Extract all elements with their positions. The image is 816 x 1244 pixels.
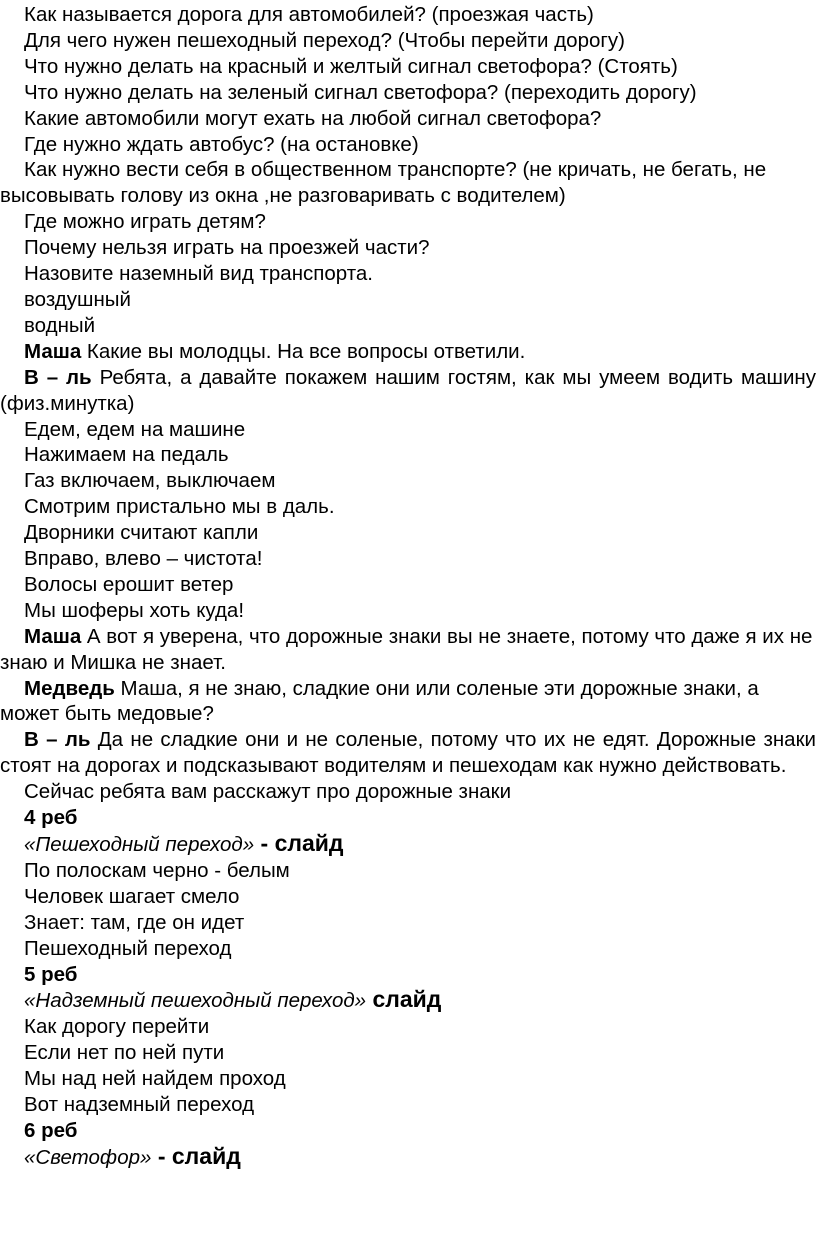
dialogue-masha-2 (0, 624, 816, 676)
poem-line: Едем, едем на машине (24, 417, 246, 441)
answer-line: воздушный (24, 287, 131, 311)
child-4-heading (0, 831, 816, 858)
poem-line: Смотрим пристально мы в даль. (24, 495, 335, 519)
poem-line: Волосы ерошит ветер (24, 572, 234, 596)
poem-line: Нажимаем на педаль (24, 443, 229, 467)
speech-text: Ребята, а давайте покажем нашим гостям, как мы умеем водить машину (физ.минутка) (0, 365, 816, 415)
slide-marker: - слайд (254, 830, 344, 856)
poem-line: Если нет по ней пути (24, 1041, 225, 1065)
question-line: Почему нельзя играть на проезжей части? (24, 236, 430, 260)
poem-line: Человек шагает смело (24, 884, 240, 908)
question-line: Для чего нужен пешеходный переход? (Чтобы перейти дорогу) (24, 28, 625, 52)
speaker-name: В – ль (24, 365, 92, 389)
dialogue-teacher-2 (0, 727, 816, 779)
poem-line: Как дорогу перейти (24, 1015, 210, 1039)
question-line: Как называется дорога для автомобилей? (проезжая часть) (24, 3, 594, 26)
question-line: Где нужно ждать автобус? (на остановке) (24, 132, 419, 156)
speech-text: А вот я уверена, что дорожные знаки вы не знаете, потому что даже я их не знаю и Мишка не знает. (0, 624, 813, 674)
child-6-label: 6 реб (24, 1118, 78, 1142)
child-5-heading (0, 987, 816, 1014)
dialogue-bear-1 (0, 676, 816, 728)
intro-line: Сейчас ребята вам расскажут про дорожные знаки (24, 780, 512, 804)
question-line: Назовите наземный вид транспорта. (24, 262, 373, 286)
sign-title: «Светофор» (24, 1145, 152, 1169)
speaker-name: Маша (24, 339, 82, 363)
question-line: Что нужно делать на красный и желтый сигнал светофора? (Стоять) (24, 54, 678, 78)
poem-line: Газ включаем, выключаем (24, 469, 276, 493)
question-line: Где можно играть детям? (24, 210, 266, 234)
speech-text: Маша, я не знаю, сладкие они или соленые эти дорожные знаки, а может быть медовые? (0, 676, 759, 726)
child-5-label: 5 реб (24, 962, 78, 986)
poem-line: Вправо, влево – чистота! (24, 547, 263, 571)
speech-text: Да не сладкие они и не соленые, потому что их не едят. Дорожные знаки стоят на дорогах и подсказывают водителям и пешеходам как нужно действовать. (0, 728, 816, 778)
sign-title: «Пешеходный переход» (24, 833, 255, 856)
dialogue-teacher-1 (0, 365, 816, 417)
poem-line: Мы шоферы хоть куда! (24, 598, 245, 622)
question-line: Какие автомобили могут ехать на любой сигнал светофора? (24, 106, 602, 130)
slide-marker: слайд (366, 986, 442, 1013)
answer-line: водный (24, 313, 96, 337)
child-6-heading (0, 1144, 816, 1171)
speaker-name: В – ль (24, 728, 91, 752)
poem-line: Пешеходный переход (24, 936, 232, 960)
sign-title: «Надземный пешеходный переход» (24, 989, 367, 1013)
dialogue-masha-1 (0, 339, 816, 365)
speaker-name: Медведь (24, 676, 115, 700)
speaker-name: Маша (24, 624, 82, 648)
poem-line: По полоскам черно - белым (24, 858, 290, 882)
question-line: Как нужно вести себя в общественном транспорте? (не кричать, не бегать, не высовывать голову из окна ,не разговаривать с водителем) (0, 158, 767, 208)
question-line: Что нужно делать на зеленый сигнал светофора? (переходить дорогу) (24, 80, 697, 104)
child-4-label: 4 реб (24, 806, 78, 830)
poem-line: Дворники считают капли (24, 521, 259, 545)
poem-line: Вот надземный переход (24, 1093, 255, 1117)
poem-line: Мы над ней найдем проход (24, 1067, 286, 1091)
poem-line: Знает: там, где он идет (24, 910, 245, 934)
slide-marker: - слайд (151, 1142, 241, 1169)
speech-text: Какие вы молодцы. На все вопросы ответили. (81, 339, 526, 363)
